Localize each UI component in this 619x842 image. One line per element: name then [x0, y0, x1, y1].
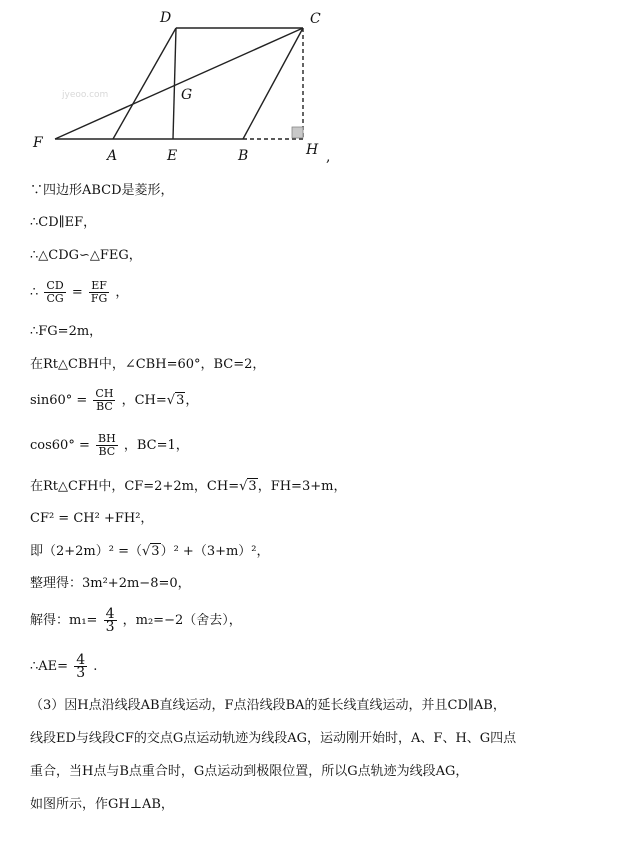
- line-1: ∵四边形ABCD是菱形，: [30, 183, 174, 198]
- line-12: 整理得：3m²+2m−8=0，: [30, 576, 191, 591]
- line-8: [30, 433, 189, 458]
- line-7: [30, 388, 198, 413]
- fraction-ch-bc: [93, 388, 115, 413]
- fraction-bh-bc: [96, 433, 118, 458]
- radicand: 3: [248, 479, 257, 494]
- geometry-figure: [0, 0, 619, 170]
- line-6: 在Rt△CBH中，∠CBH=60°，BC=2，: [30, 357, 266, 372]
- right-angle-mark: [292, 127, 303, 138]
- label-H: H: [306, 142, 319, 158]
- line-13-post: ，m₂=−2（舍去），: [122, 613, 242, 628]
- fraction-num: EF: [91, 279, 107, 292]
- line-4-pre: ∴: [30, 285, 39, 300]
- line-8-pre: cos60° =: [30, 438, 90, 453]
- label-D: D: [160, 10, 172, 26]
- radicand: 3: [151, 544, 160, 559]
- line-9-pre: 在Rt△CFH中，CF=2+2m，CH=: [30, 479, 240, 494]
- segment-CB: [243, 28, 303, 139]
- line-14: [30, 654, 97, 679]
- fraction-den: FG: [90, 292, 108, 305]
- line-8-post: ，BC=1，: [123, 438, 189, 453]
- equals: =: [71, 285, 83, 300]
- fraction-den: CG: [46, 292, 64, 305]
- fraction-den: BC: [96, 400, 113, 413]
- fraction-num: CH: [95, 387, 114, 400]
- fraction-num: BH: [98, 432, 116, 445]
- fraction-4-3: [74, 654, 87, 679]
- sqrt-3: √ 3: [239, 479, 257, 494]
- fraction-num: 4: [105, 606, 115, 622]
- segment-FC: [55, 28, 303, 139]
- fraction-num: CD: [46, 279, 64, 292]
- fraction-num: 4: [76, 652, 86, 668]
- line-9-post: ，FH=3+m，: [257, 479, 347, 494]
- line-9: [30, 478, 346, 495]
- watermark: jyeoo.com: [62, 90, 109, 100]
- sqrt-3: √ 3: [142, 544, 160, 559]
- label-A: A: [107, 148, 118, 164]
- line-7-mid: ，CH=: [121, 393, 167, 408]
- label-B: B: [238, 148, 249, 164]
- line-11-post: ）² +（3+m）²，: [160, 544, 270, 559]
- line-3: ∴△CDG∽△FEG，: [30, 248, 142, 263]
- label-G: G: [181, 87, 193, 103]
- line-13-pre: 解得：m₁=: [30, 613, 98, 628]
- line-10: CF² = CH² +FH²，: [30, 511, 154, 526]
- line-18: 如图所示，作GH⊥AB，: [30, 797, 174, 812]
- line-7-pre: sin60° =: [30, 393, 88, 408]
- fraction-ef-fg: [89, 280, 109, 305]
- line-11-pre: 即（2+2m）² =（: [30, 544, 142, 559]
- line-14-post: .: [93, 659, 98, 674]
- label-C: C: [310, 11, 321, 27]
- line-4-post: ，: [115, 285, 129, 300]
- line-13: [30, 608, 242, 633]
- label-F: F: [33, 135, 43, 151]
- line-5: ∴FG=2m，: [30, 324, 103, 339]
- line-2: ∴CD∥EF，: [30, 215, 97, 230]
- fraction-den: 3: [76, 665, 86, 681]
- figure-comma: ,: [326, 149, 331, 165]
- line-4: [30, 280, 128, 305]
- fraction-4-3: [104, 608, 117, 633]
- segment-ED: [173, 28, 176, 139]
- line-15: （3）因H点沿线段AB直线运动，F点沿线段BA的延长线直线运动，并且CD∥AB，: [30, 698, 506, 713]
- fraction-den: BC: [98, 445, 116, 458]
- line-7-post: ，: [185, 393, 199, 408]
- radicand: 3: [176, 393, 185, 408]
- fraction-cd-cg: [44, 280, 65, 305]
- fraction-den: 3: [105, 619, 115, 635]
- line-14-pre: ∴AE=: [30, 659, 69, 674]
- line-11: [30, 543, 270, 560]
- line-17: 重合，当H点与B点重合时，G点运动到极限位置，所以G点轨迹为线段AG，: [30, 764, 469, 779]
- label-E: E: [167, 148, 178, 164]
- line-16: 线段ED与线段CF的交点G点运动轨迹为线段AG，运动刚开始时，A、F、H、G四点: [30, 731, 517, 746]
- sqrt-3: √ 3: [166, 393, 185, 408]
- segment-AD: [113, 28, 176, 139]
